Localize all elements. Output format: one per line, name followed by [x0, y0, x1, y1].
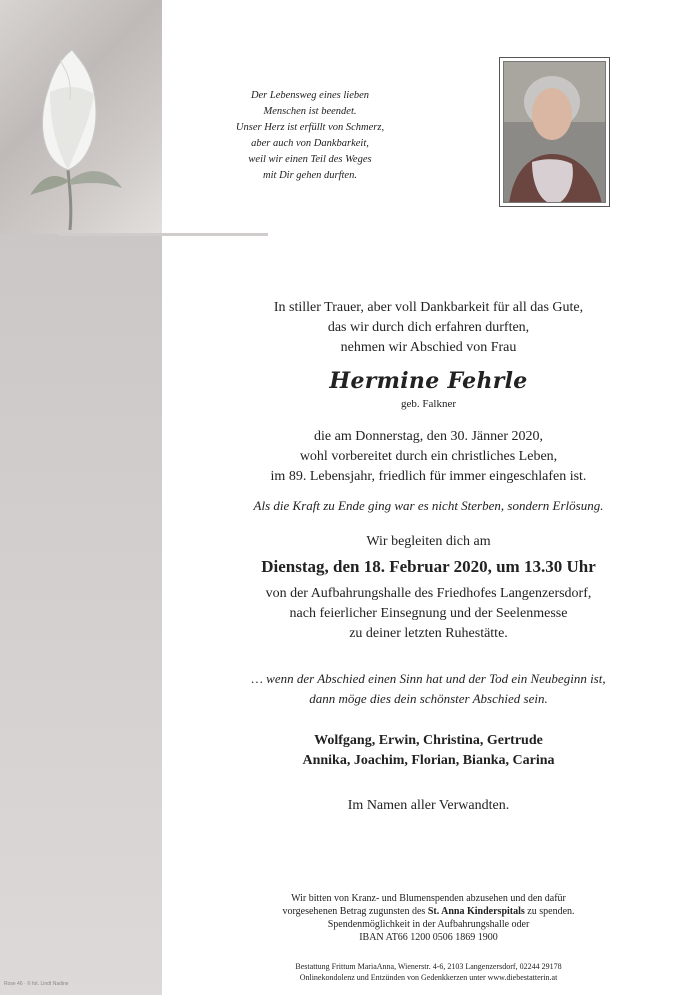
verse-line: Menschen ist beendet. [263, 106, 357, 117]
funeral-date: Dienstag, den 18. Februar 2020, um 13.30 Uhr [261, 557, 596, 576]
footer-line: Bestattung Frittum MariaAnna, Wienerstr. 4-6, 2103 Langenzersdorf, 02244 29178 [295, 962, 562, 971]
cross-bar [58, 233, 268, 236]
maiden-name: geb. Falkner [401, 398, 456, 410]
death-line: die am Donnerstag, den 30. Jänner 2020, [314, 429, 543, 444]
quote-line: dann möge dies dein schönster Abschied sein. [309, 691, 548, 706]
verse-line: Der Lebensweg eines lieben [250, 90, 370, 101]
death-notice [162, 427, 695, 487]
sidebar-bottom-panel [0, 234, 162, 995]
charity-name: St. Anna Kinderspitals [427, 906, 525, 917]
donation-line: Wir bitten von Kranz- und Blumenspenden abzusehen und den dafür [291, 893, 566, 904]
family-names [162, 731, 695, 771]
deceased-name: Hermine Fehrle [329, 368, 528, 394]
verse-line: weil wir einen Teil des Weges [248, 154, 372, 165]
quote-line: … wenn der Abschied einen Sinn hat und der Tod ein Neubeginn ist, [251, 671, 606, 686]
footer-line: Onlinekondolenz und Entzünden von Gedenkkerzen unter www.diebestatterin.at [299, 973, 558, 982]
death-line: im 89. Lebensjahr, friedlich für immer eingeschlafen ist. [270, 469, 587, 484]
intro-line: nehmen wir Abschied von Frau [340, 340, 517, 355]
donation-line: Spendenmöglichkeit in der Aufbahrungshalle oder [327, 919, 530, 930]
place-line: zu deiner letzten Ruhestätte. [349, 626, 508, 641]
portrait-photo [499, 57, 610, 207]
intro-text [162, 298, 695, 358]
rose-image [10, 30, 155, 230]
iban: IBAN AT66 1200 0506 1869 1900 [359, 932, 498, 943]
verse-line: mit Dir gehen durften. [263, 170, 357, 181]
funeral-place [162, 584, 695, 644]
donation-text: vorgesehenen Betrag zugunsten des [282, 906, 428, 917]
quote-abschied [162, 669, 695, 709]
undertaker-footer [162, 961, 695, 983]
verse-line: Unser Herz ist erfüllt von Schmerz, [235, 122, 385, 133]
donation-notice [162, 892, 695, 944]
quote-erloesung: Als die Kraft zu Ende ging war es nicht Sterben, sondern Erlösung. [253, 498, 604, 513]
image-credit: Rose 46 · © fot. Lindt Nadine [4, 981, 69, 987]
intro-line: In stiller Trauer, aber voll Dankbarkeit für all das Gute, [273, 300, 584, 315]
place-line: nach feierlicher Einsegnung und der Seelenmesse [289, 606, 568, 621]
memorial-verse [220, 88, 400, 184]
place-line: von der Aufbahrungshalle des Friedhofes Langenzersdorf, [265, 586, 592, 601]
death-line: wohl vorbereitet durch ein christliches Leben, [299, 449, 558, 464]
family-line: Wolfgang, Erwin, Christina, Gertrude [314, 733, 543, 748]
verse-line: aber auch von Dankbarkeit, [251, 138, 369, 149]
family-line: Annika, Joachim, Florian, Bianka, Carina [302, 753, 555, 768]
donation-text: zu spenden. [524, 906, 575, 917]
intro-line: das wir durch dich erfahren durften, [327, 320, 530, 335]
donation-line [162, 905, 695, 918]
closing-text: Im Namen aller Verwandten. [347, 798, 510, 813]
accompany-text: Wir begleiten dich am [366, 534, 491, 549]
